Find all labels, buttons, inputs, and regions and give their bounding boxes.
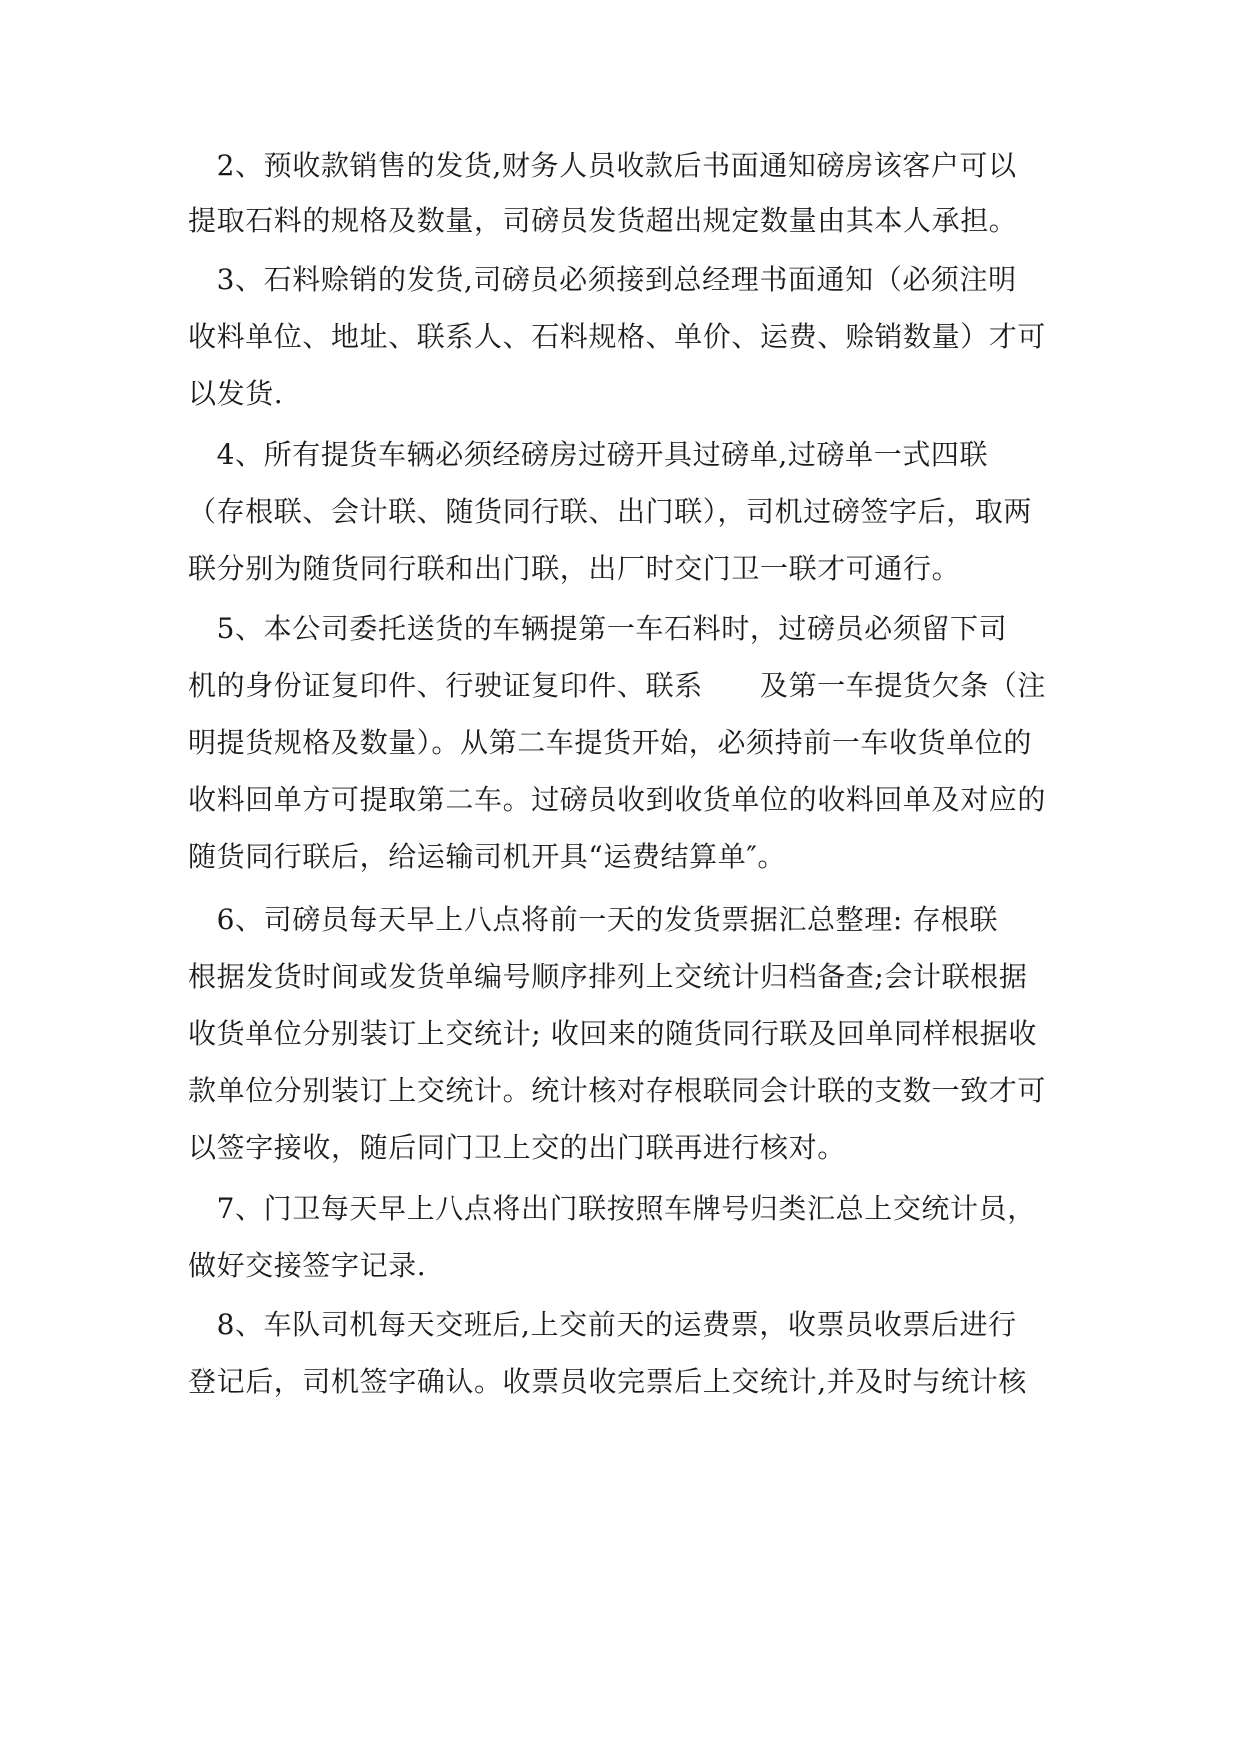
text-line: 收料单位、地址、联系人、石料规格、单价、运费、赊销数量）才可 (188, 320, 1047, 353)
text-line: 8、车队司机每天交班后,上交前天的运费票，收票员收票后进行 (188, 1308, 1017, 1341)
text-line: 做好交接签字记录. (188, 1249, 427, 1282)
text-line: 根据发货时间或发货单编号顺序排列上交统计归档备查;会计联根据 (188, 960, 1028, 993)
text-line: 款单位分别装订上交统计。统计核对存根联同会计联的支数一致才可 (188, 1074, 1047, 1107)
text-line: 7、门卫每天早上八点将出门联按照车牌号归类汇总上交统计员， (188, 1192, 1036, 1225)
text-line: 收料回单方可提取第二车。过磅员收到收货单位的收料回单及对应的 (188, 783, 1047, 816)
text-line: 提取石料的规格及数量，司磅员发货超出规定数量由其本人承担。 (188, 204, 1018, 237)
text-line: 随货同行联后，给运输司机开具“运费结算单″。 (188, 840, 786, 873)
text-line: 机的身份证复印件、行驶证复印件、联系 及第一车提货欠条（注 (188, 669, 1047, 702)
text-line: 登记后，司机签字确认。收票员收完票后上交统计,并及时与统计核 (188, 1365, 1027, 1398)
text-line: 以发货. (188, 377, 284, 410)
text-line: 明提货规格及数量）。从第二车提货开始，必须持前一车收货单位的 (188, 726, 1033, 759)
text-line: 2、预收款销售的发货,财务人员收款后书面通知磅房该客户可以 (188, 149, 1017, 182)
text-line: 5、本公司委托送货的车辆提第一车石料时，过磅员必须留下司 (188, 612, 1008, 645)
text-line: 以签字接收，随后同门卫上交的出门联再进行核对。 (188, 1131, 846, 1164)
text-line: 3、石料赊销的发货,司磅员必须接到总经理书面通知（必须注明 (188, 263, 1017, 296)
text-line: （存根联、会计联、随货同行联、出门联），司机过磅签字后，取两 (188, 495, 1033, 528)
text-line: 收货单位分别装订上交统计; 收回来的随货同行联及回单同样根据收 (188, 1017, 1037, 1050)
text-line: 6、司磅员每天早上八点将前一天的发货票据汇总整理: 存根联 (188, 903, 999, 936)
text-line: 4、所有提货车辆必须经磅房过磅开具过磅单,过磅单一式四联 (188, 438, 989, 471)
text-line: 联分别为随货同行联和出门联，出厂时交门卫一联才可通行。 (188, 552, 961, 585)
